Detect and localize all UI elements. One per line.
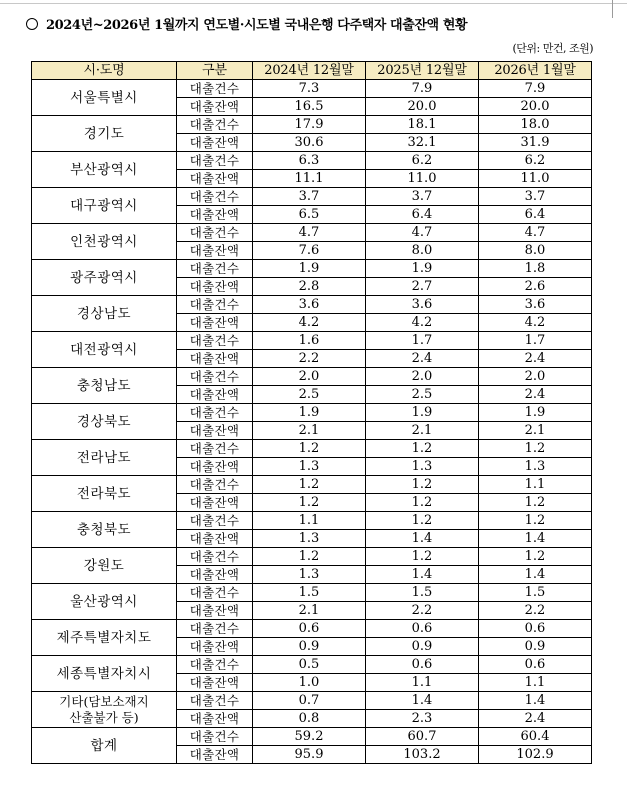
count-value: 2.0 (479, 368, 592, 386)
circle-bullet-icon (26, 18, 38, 30)
balance-value: 11.0 (366, 170, 479, 188)
kind-count-label: 대출건수 (177, 404, 253, 422)
count-value: 1.1 (479, 476, 592, 494)
balance-value: 4.2 (479, 314, 592, 332)
kind-count-label: 대출건수 (177, 620, 253, 638)
header-row (32, 62, 592, 80)
table-row-count (32, 368, 592, 386)
balance-value: 7.6 (253, 242, 366, 260)
kind-count-label: 대출건수 (177, 368, 253, 386)
count-value: 1.2 (366, 548, 479, 566)
table-row-count (32, 404, 592, 422)
count-value: 1.2 (479, 512, 592, 530)
count-value: 60.7 (366, 728, 479, 746)
kind-balance-label: 대출잔액 (177, 206, 253, 224)
balance-value: 20.0 (479, 98, 592, 116)
table-row-count (32, 656, 592, 674)
balance-value: 16.5 (253, 98, 366, 116)
count-value: 2.0 (366, 368, 479, 386)
balance-value: 31.9 (479, 134, 592, 152)
balance-value: 2.4 (479, 386, 592, 404)
kind-balance-label: 대출잔액 (177, 98, 253, 116)
table-row-count (32, 548, 592, 566)
count-value: 1.2 (479, 440, 592, 458)
kind-count-label: 대출건수 (177, 332, 253, 350)
table-row-count (32, 260, 592, 278)
balance-value: 32.1 (366, 134, 479, 152)
balance-value: 0.9 (479, 638, 592, 656)
table-row-count (32, 116, 592, 134)
count-value: 1.9 (253, 260, 366, 278)
balance-value: 11.0 (479, 170, 592, 188)
count-value: 1.4 (366, 692, 479, 710)
balance-value: 2.3 (366, 710, 479, 728)
count-value: 3.7 (366, 188, 479, 206)
kind-count-label: 대출건수 (177, 728, 253, 746)
kind-count-label: 대출건수 (177, 80, 253, 98)
region-line: 기타(담보소재지 (59, 693, 149, 709)
balance-value: 0.8 (253, 710, 366, 728)
region-cell: 전라북도 (32, 476, 177, 512)
kind-count-label: 대출건수 (177, 116, 253, 134)
count-value: 60.4 (479, 728, 592, 746)
region-cell: 대전광역시 (32, 332, 177, 368)
kind-count-label: 대출건수 (177, 548, 253, 566)
balance-value: 2.6 (479, 278, 592, 296)
kind-balance-label: 대출잔액 (177, 422, 253, 440)
kind-balance-label: 대출잔액 (177, 746, 253, 764)
balance-value: 8.0 (366, 242, 479, 260)
count-value: 1.7 (366, 332, 479, 350)
count-value: 1.2 (253, 548, 366, 566)
count-value: 18.1 (366, 116, 479, 134)
balance-value: 4.2 (366, 314, 479, 332)
balance-value: 1.1 (366, 674, 479, 692)
count-value: 3.7 (479, 188, 592, 206)
balance-value: 2.5 (366, 386, 479, 404)
kind-count-label: 대출건수 (177, 152, 253, 170)
kind-count-label: 대출건수 (177, 656, 253, 674)
balance-value: 1.3 (253, 530, 366, 548)
count-value: 1.2 (253, 476, 366, 494)
count-value: 3.7 (253, 188, 366, 206)
count-value: 4.7 (479, 224, 592, 242)
count-value: 1.5 (479, 584, 592, 602)
count-value: 7.9 (366, 80, 479, 98)
count-value: 1.5 (366, 584, 479, 602)
balance-value: 20.0 (366, 98, 479, 116)
count-value: 1.8 (479, 260, 592, 278)
count-value: 1.9 (366, 404, 479, 422)
table-row-count (32, 476, 592, 494)
count-value: 1.2 (366, 440, 479, 458)
region-cell: 강원도 (32, 548, 177, 584)
balance-value: 11.1 (253, 170, 366, 188)
region-cell: 부산광역시 (32, 152, 177, 188)
table-row-count (32, 440, 592, 458)
count-value: 1.4 (479, 692, 592, 710)
count-value: 0.6 (366, 620, 479, 638)
count-value: 18.0 (479, 116, 592, 134)
balance-value: 102.9 (479, 746, 592, 764)
count-value: 4.7 (366, 224, 479, 242)
kind-count-label: 대출건수 (177, 224, 253, 242)
document-title (26, 14, 467, 33)
balance-value: 8.0 (479, 242, 592, 260)
table-row-count (32, 584, 592, 602)
table-row-count (32, 728, 592, 746)
corner-tick (612, 0, 613, 18)
count-value: 1.7 (479, 332, 592, 350)
balance-value: 0.9 (366, 638, 479, 656)
balance-value: 2.1 (253, 602, 366, 620)
kind-count-label: 대출건수 (177, 260, 253, 278)
kind-balance-label: 대출잔액 (177, 134, 253, 152)
count-value: 0.7 (253, 692, 366, 710)
balance-value: 2.2 (479, 602, 592, 620)
table-row-count (32, 152, 592, 170)
balance-value: 1.4 (479, 530, 592, 548)
count-value: 0.6 (253, 620, 366, 638)
count-value: 1.9 (366, 260, 479, 278)
region-cell: 경상북도 (32, 404, 177, 440)
region-cell: 경기도 (32, 116, 177, 152)
count-value: 2.0 (253, 368, 366, 386)
count-value: 0.6 (479, 620, 592, 638)
region-cell: 울산광역시 (32, 584, 177, 620)
count-value: 1.6 (253, 332, 366, 350)
kind-count-label: 대출건수 (177, 476, 253, 494)
count-value: 59.2 (253, 728, 366, 746)
kind-count-label: 대출건수 (177, 584, 253, 602)
balance-value: 2.7 (366, 278, 479, 296)
count-value: 6.3 (253, 152, 366, 170)
count-value: 3.6 (253, 296, 366, 314)
count-value: 17.9 (253, 116, 366, 134)
kind-balance-label: 대출잔액 (177, 494, 253, 512)
region-cell: 전라남도 (32, 440, 177, 476)
header-2026-jan: 2026년 1월말 (479, 62, 592, 80)
count-value: 1.2 (253, 440, 366, 458)
count-value: 1.2 (479, 548, 592, 566)
count-value: 0.6 (366, 656, 479, 674)
count-value: 7.3 (253, 80, 366, 98)
balance-value: 30.6 (253, 134, 366, 152)
region-cell: 합계 (32, 728, 177, 764)
unit-note: (단위: 만건, 조원) (512, 42, 593, 55)
kind-balance-label: 대출잔액 (177, 170, 253, 188)
balance-value: 1.2 (253, 494, 366, 512)
kind-balance-label: 대출잔액 (177, 314, 253, 332)
kind-balance-label: 대출잔액 (177, 638, 253, 656)
balance-value: 95.9 (253, 746, 366, 764)
table-body (32, 80, 592, 764)
count-value: 0.6 (479, 656, 592, 674)
region-cell: 인천광역시 (32, 224, 177, 260)
kind-balance-label: 대출잔액 (177, 242, 253, 260)
kind-balance-label: 대출잔액 (177, 674, 253, 692)
region-cell: 충청북도 (32, 512, 177, 548)
table-row-count (32, 332, 592, 350)
count-value: 3.6 (366, 296, 479, 314)
balance-value: 1.2 (479, 494, 592, 512)
balance-value: 2.1 (366, 422, 479, 440)
table-row-count (32, 224, 592, 242)
balance-value: 1.2 (366, 494, 479, 512)
balance-value: 0.9 (253, 638, 366, 656)
balance-value: 1.4 (366, 530, 479, 548)
count-value: 4.7 (253, 224, 366, 242)
kind-balance-label: 대출잔액 (177, 350, 253, 368)
table-row-count (32, 512, 592, 530)
kind-count-label: 대출건수 (177, 512, 253, 530)
count-value: 7.9 (479, 80, 592, 98)
kind-count-label: 대출건수 (177, 440, 253, 458)
count-value: 1.5 (253, 584, 366, 602)
header-region: 시·도명 (32, 62, 177, 80)
header-2025-dec: 2025년 12월말 (366, 62, 479, 80)
kind-count-label: 대출건수 (177, 188, 253, 206)
region-cell: 대구광역시 (32, 188, 177, 224)
kind-balance-label: 대출잔액 (177, 278, 253, 296)
region-cell: 제주특별자치도 (32, 620, 177, 656)
header-kind: 구분 (177, 62, 253, 80)
region-cell (32, 692, 177, 728)
count-value: 0.5 (253, 656, 366, 674)
balance-value: 1.4 (366, 566, 479, 584)
kind-balance-label: 대출잔액 (177, 710, 253, 728)
balance-value: 2.1 (479, 422, 592, 440)
count-value: 6.2 (479, 152, 592, 170)
region-cell: 세종특별자치시 (32, 656, 177, 692)
kind-balance-label: 대출잔액 (177, 386, 253, 404)
balance-value: 1.3 (253, 458, 366, 476)
top-rule (0, 3, 627, 4)
table-row-count (32, 296, 592, 314)
kind-balance-label: 대출잔액 (177, 566, 253, 584)
balance-value: 2.4 (479, 710, 592, 728)
table-row-count (32, 188, 592, 206)
balance-value: 2.8 (253, 278, 366, 296)
balance-value: 6.4 (366, 206, 479, 224)
balance-value: 2.1 (253, 422, 366, 440)
count-value: 6.2 (366, 152, 479, 170)
region-cell: 광주광역시 (32, 260, 177, 296)
region-cell: 서울특별시 (32, 80, 177, 116)
count-value: 3.6 (479, 296, 592, 314)
balance-value: 2.4 (479, 350, 592, 368)
table-row-count (32, 620, 592, 638)
region-line: 산출불가 등) (69, 709, 139, 725)
loan-table (31, 61, 592, 764)
count-value: 1.9 (479, 404, 592, 422)
region-cell: 경상남도 (32, 296, 177, 332)
balance-value: 6.5 (253, 206, 366, 224)
table-row-count (32, 692, 592, 710)
count-value: 1.9 (253, 404, 366, 422)
balance-value: 1.3 (366, 458, 479, 476)
count-value: 1.1 (253, 512, 366, 530)
kind-balance-label: 대출잔액 (177, 530, 253, 548)
count-value: 1.2 (366, 476, 479, 494)
title-text: 2024년~2026년 1월까지 연도별·시도별 국내은행 다주택자 대출잔액 현황 (46, 18, 468, 33)
balance-value: 1.1 (479, 674, 592, 692)
balance-value: 2.2 (253, 350, 366, 368)
kind-count-label: 대출건수 (177, 296, 253, 314)
balance-value: 1.4 (479, 566, 592, 584)
balance-value: 4.2 (253, 314, 366, 332)
balance-value: 1.3 (253, 566, 366, 584)
balance-value: 103.2 (366, 746, 479, 764)
count-value: 1.2 (366, 512, 479, 530)
balance-value: 1.0 (253, 674, 366, 692)
kind-balance-label: 대출잔액 (177, 602, 253, 620)
region-cell: 충청남도 (32, 368, 177, 404)
balance-value: 2.4 (366, 350, 479, 368)
balance-value: 2.5 (253, 386, 366, 404)
balance-value: 1.3 (479, 458, 592, 476)
kind-count-label: 대출건수 (177, 692, 253, 710)
kind-balance-label: 대출잔액 (177, 458, 253, 476)
table-row-count (32, 80, 592, 98)
header-2024-dec: 2024년 12월말 (253, 62, 366, 80)
balance-value: 2.2 (366, 602, 479, 620)
balance-value: 6.4 (479, 206, 592, 224)
